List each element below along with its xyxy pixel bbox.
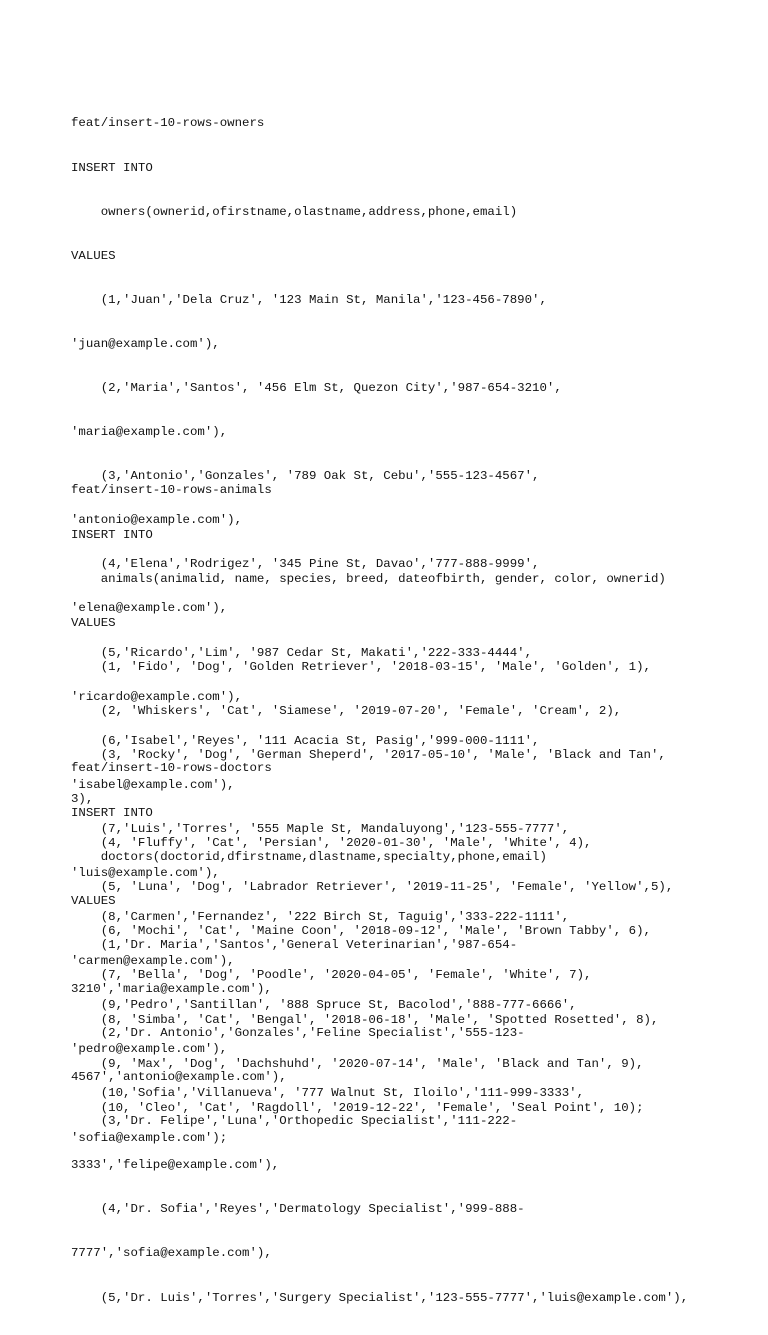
code-line: 'pedro@example.com'),: [71, 1042, 228, 1057]
sql-keyword-values: VALUES: [71, 615, 116, 630]
code-line: 3),: [71, 792, 94, 807]
code-line: 'isabel@example.com'),: [71, 777, 235, 792]
branch-name: feat/insert-10-rows-owners: [71, 116, 265, 131]
code-line: (7, 'Bella', 'Dog', 'Poodle', '2020-04-05', 'Female', 'White', 7),: [71, 968, 592, 983]
code-line: (2, 'Whiskers', 'Cat', 'Siamese', '2019-07-20', 'Female', 'Cream', 2),: [71, 703, 622, 718]
sql-block-doctors: [71, 732, 688, 1335]
code-line: (5,'Ricardo','Lim', '987 Cedar St, Makati','222-333-4444',: [71, 645, 533, 660]
code-line: (5,'Dr. Luis','Torres','Surgery Specialist','123-555-7777','luis@example.com'),: [71, 1290, 689, 1305]
code-line: (6,'Isabel','Reyes', '111 Acacia St, Pasig','999-000-1111',: [71, 733, 540, 748]
code-line: (3, 'Rocky', 'Dog', 'German Sheperd', '2017-05-10', 'Male', 'Black and Tan',: [71, 747, 666, 762]
code-line: (9, 'Max', 'Dog', 'Dachshuhd', '2020-07-14', 'Male', 'Black and Tan', 9),: [71, 1056, 644, 1071]
code-line: 'luis@example.com'),: [71, 866, 220, 880]
code-line: (4,'Elena','Rodrigez', '345 Pine St, Davao','777-888-9999',: [71, 557, 540, 572]
code-line: 'sofia@example.com');: [71, 1130, 228, 1145]
code-line: (2,'Dr. Antonio','Gonzales','Feline Specialist','555-123-: [71, 1025, 525, 1040]
code-line: 7777','sofia@example.com'),: [71, 1246, 272, 1261]
code-line: (3,'Dr. Felipe','Luna','Orthopedic Specialist','111-222-: [71, 1114, 518, 1129]
code-line: 'elena@example.com'),: [71, 601, 228, 616]
code-line: (1, 'Fido', 'Dog', 'Golden Retriever', '2018-03-15', 'Male', 'Golden', 1),: [71, 659, 651, 674]
code-line: 4567','antonio@example.com'),: [71, 1070, 287, 1085]
code-line: (1,'Dr. Maria','Santos','General Veterinarian','987-654-: [71, 937, 518, 952]
sql-table-columns: animals(animalid, name, species, breed, dateofbirth, gender, color, ownerid): [71, 571, 666, 586]
branch-name: feat/insert-10-rows-animals: [71, 483, 272, 498]
code-line: (7,'Luis','Torres', '555 Maple St, Mandaluyong','123-555-7777',: [71, 821, 570, 836]
code-line: (1,'Juan','Dela Cruz', '123 Main St, Manila','123-456-7890',: [71, 292, 547, 307]
code-line: 'carmen@example.com'),: [71, 954, 235, 969]
code-line: 'juan@example.com'),: [71, 336, 220, 351]
code-line: (5, 'Luna', 'Dog', 'Labrador Retriever', '2019-11-25', 'Female', 'Yellow',5),: [71, 880, 674, 895]
sql-keyword-insert: INSERT INTO: [71, 527, 153, 542]
sql-table-columns: owners(ownerid,ofirstname,olastname,address,phone,email): [71, 204, 518, 219]
code-line: (10,'Sofia','Villanueva', '777 Walnut St, Iloilo','111-999-3333',: [71, 1086, 585, 1101]
sql-keyword-values: VALUES: [71, 893, 116, 908]
sql-keyword-values: VALUES: [71, 248, 116, 263]
code-line: 3210','maria@example.com'),: [71, 981, 272, 996]
code-line: 3333','felipe@example.com'),: [71, 1158, 280, 1173]
branch-name: feat/insert-10-rows-doctors: [71, 761, 272, 776]
sql-keyword-insert: INSERT INTO: [71, 805, 153, 820]
code-line: (9,'Pedro','Santillan', '888 Spruce St, Bacolod','888-777-6666',: [71, 998, 577, 1013]
code-line: (8, 'Simba', 'Cat', 'Bengal', '2018-06-18', 'Male', 'Spotted Rosetted', 8),: [71, 1012, 659, 1027]
code-line: 'maria@example.com'),: [71, 425, 228, 440]
code-line: (8,'Carmen','Fernandez', '222 Birch St, Taguig','333-222-1111',: [71, 910, 570, 925]
code-line: 'antonio@example.com'),: [71, 513, 243, 528]
code-line: (10, 'Cleo', 'Cat', 'Ragdoll', '2019-12-22', 'Female', 'Seal Point', 10);: [71, 1100, 644, 1115]
code-line: (4,'Dr. Sofia','Reyes','Dermatology Specialist','999-888-: [71, 1202, 525, 1217]
code-line: (3,'Antonio','Gonzales', '789 Oak St, Cebu','555-123-4567',: [71, 469, 540, 484]
code-line: (2,'Maria','Santos', '456 Elm St, Quezon City','987-654-3210',: [71, 380, 562, 395]
code-line: (4, 'Fluffy', 'Cat', 'Persian', '2020-01-30', 'Male', 'White', 4),: [71, 836, 592, 851]
sql-table-columns: doctors(doctorid,dfirstname,dlastname,specialty,phone,email): [71, 849, 547, 864]
sql-keyword-insert: INSERT INTO: [71, 160, 153, 175]
code-line: (6, 'Mochi', 'Cat', 'Maine Coon', '2018-09-12', 'Male', 'Brown Tabby', 6),: [71, 924, 651, 939]
code-line: 'ricardo@example.com'),: [71, 689, 243, 704]
